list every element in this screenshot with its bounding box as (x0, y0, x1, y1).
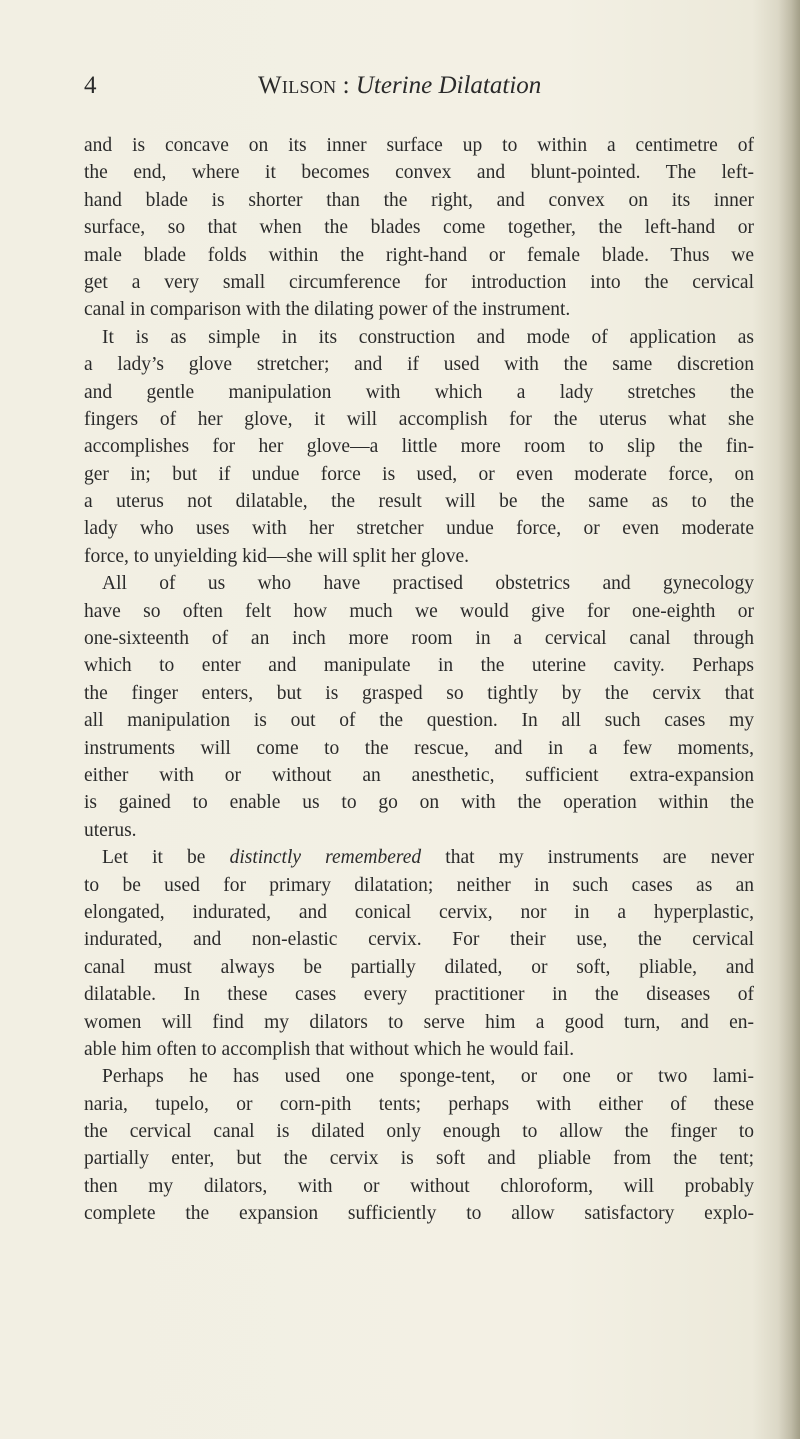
text-line: all manipulation is out of the question. In all such cases my (84, 710, 754, 732)
text-line: ger in; but if undue force is used, or even moderate force, on (84, 463, 754, 485)
text-line: lady who uses with her stretcher undue force, or even moderate (84, 518, 754, 540)
text-line: hand blade is shorter than the right, and convex on its inner (84, 189, 754, 211)
text-line: which to enter and manipulate in the uterine cavity. Perhaps (84, 655, 754, 677)
author-name: Wilson (258, 72, 337, 99)
text-line: instruments will come to the rescue, and in a few moments, (84, 737, 754, 759)
text-line: the end, where it becomes convex and blunt-pointed. The left- (84, 162, 754, 184)
text-line: Perhaps he has used one sponge-tent, or one or two lami- (102, 1066, 754, 1088)
text-line (84, 844, 754, 871)
text-line: able him often to accomplish that without which he would fail. (84, 1038, 575, 1060)
text-line: dilatable. In these cases every practitioner in the diseases of (84, 984, 754, 1006)
text-line: canal must always be partially dilated, or soft, pliable, and (84, 956, 754, 978)
title-separator: : (336, 72, 356, 99)
emphasized-text: distinctly remembered (229, 847, 422, 869)
text-line: the finger enters, but is grasped so tightly by the cervix that (84, 682, 754, 704)
text-line: the cervical canal is dilated only enough to allow the finger to (84, 1121, 754, 1143)
text-line: accomplishes for her glove—a little more room to slip the fin- (84, 436, 754, 458)
text-line: It is as simple in its construction and mode of application as (102, 326, 754, 348)
text-line: elongated, indurated, and conical cervix, nor in a hyperplastic, (84, 901, 754, 923)
text-line: to be used for primary dilatation; neither in such cases as an (84, 874, 754, 896)
text-line: get a very small circumference for introduction into the cervical (84, 271, 754, 293)
text-line: fingers of her glove, it will accomplish for the uterus what she (84, 408, 754, 430)
text-line: a lady’s glove stretcher; and if used with the same discretion (84, 354, 754, 376)
page-edge-shadow (778, 0, 800, 1439)
text-line: and is concave on its inner surface up to within a centimetre of (84, 135, 754, 156)
text-line: and gentle manipulation with which a lady stretches the (84, 381, 754, 403)
text-line: is gained to enable us to go on with the operation within the (84, 792, 754, 814)
text-line: naria, tupelo, or corn-pith tents; perhaps with either of these (84, 1093, 754, 1115)
text-line: All of us who have practised obstetrics and gynecology (102, 573, 754, 595)
body-text (84, 132, 754, 1228)
text-line: one-sixteenth of an inch more room in a cervical canal through (84, 628, 754, 650)
text-line: women will find my dilators to serve him a good turn, and en- (84, 1011, 754, 1033)
text-line: either with or without an anesthetic, sufficient extra-expansion (84, 764, 754, 786)
text-line: a uterus not dilatable, the result will be the same as to the (84, 491, 754, 513)
page-number: 4 (84, 72, 97, 99)
text-line: uterus. (84, 819, 137, 841)
text-line: force, to unyielding kid—she will split her glove. (84, 545, 470, 567)
running-header (0, 72, 800, 112)
text-line: canal in comparison with the dilating power of the instrument. (84, 299, 571, 321)
work-title: Uterine Dilatation (355, 72, 542, 99)
text-line: partially enter, but the cervix is soft and pliable from the tent; (84, 1148, 754, 1170)
text-line: male blade folds within the right-hand or female blade. Thus we (84, 244, 754, 266)
text-line-prefix: Let it be (102, 847, 230, 869)
text-line: then my dilators, with or without chloroform, will probably (84, 1175, 754, 1197)
text-line: surface, so that when the blades come together, the left-hand or (84, 217, 754, 239)
text-line: indurated, and non-elastic cervix. For their use, the cervical (84, 929, 754, 951)
running-title (258, 72, 541, 100)
text-line: complete the expansion sufficiently to allow satisfactory explo- (84, 1203, 754, 1225)
text-line: have so often felt how much we would give for one-eighth or (84, 600, 754, 622)
text-line-rest: that my instruments are never (445, 847, 754, 869)
